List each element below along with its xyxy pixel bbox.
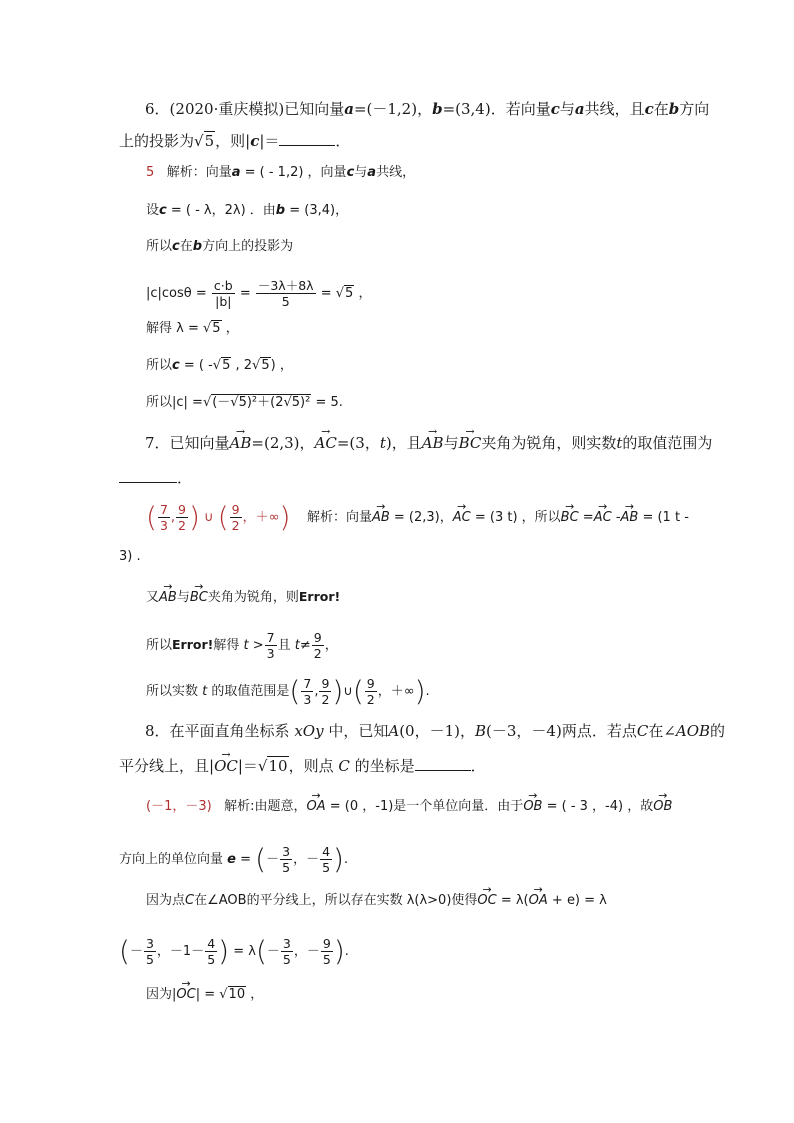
problem-7-solution-1: ( $\frac{7}{3}$ , $\frac{9}{2}$ ) ∪ ( $\frac{9}{2}$ ，＋∞) 解析：向量→ AB = (2,3)，→ AC = (3 t) ，所以→ BC =→ AC -→ AB = (1 t - bbox=[146, 502, 689, 533]
problem-6-solution-1: 5 解析：向量a = ( - 1,2) ，向量c与a共线， bbox=[146, 165, 416, 180]
answer: ( $\frac{7}{3}$ , $\frac{9}{2}$ ) ∪ ( $\frac{9}{2}$ ，＋∞) bbox=[146, 500, 291, 534]
problem-8-stem: 8．在平面直角坐标系 xOy 中，已知A(0，－1)，B(－3，－4)两点．若点C在∠AOB的 bbox=[145, 722, 726, 740]
problem-7-solution-4: 所以实数 t 的取值范围是( $\frac{7}{3}$ , $\frac{9}{2}$ )∪( $\frac{9}{2}$ ，＋∞). bbox=[146, 674, 430, 708]
answer: (－1，－3) bbox=[146, 799, 212, 814]
problem-6-solution-6: 所以c = ( -√5 , 2√5) ， bbox=[146, 358, 293, 373]
problem-7-solution-2: 又→ AB与→ BC夹角为锐角，则Error! bbox=[146, 586, 340, 609]
problem-8-solution-2: 方向上的单位向量 e = (－ $\frac{3}{5}$ ，－ $\frac{4}{5}$ ). bbox=[119, 842, 349, 876]
problem-6-solution-3: 所以c在b方向上的投影为 bbox=[146, 239, 294, 254]
answer-blank bbox=[415, 756, 471, 771]
problem-6-solution-2: 设c = ( - λ，2λ) ．由b = (3,4)， bbox=[146, 203, 349, 218]
problem-6-solution-7: 所以|c| =√(－√5)²＋(2√5)² = 5. bbox=[146, 395, 343, 410]
problem-6-solution-5: 解得 λ = √5 ， bbox=[146, 321, 239, 336]
problem-7-stem: 7．已知向量→ AB=(2,3)，→ AC=(3，t)，且→ AB与→ BC夹角为锐角，则实数t的取值范围为 bbox=[145, 432, 712, 454]
problem-6-solution-4: |c|cosθ = $\frac{c\cdot b}{|b|}$ = $\frac{-3\lambda+8\lambda}{5}$ = √5 ， bbox=[146, 278, 372, 309]
problem-8-solution-3: 因为点C在∠AOB的平分线上，所以存在实数 λ(λ>0)使得→ OC = λ(→ OA + e) = λ bbox=[146, 890, 607, 912]
problem-8-stem-line2: 平分线上，且|→ OC|＝√10，则点 C 的坐标是 ． bbox=[119, 755, 486, 777]
answer-blank bbox=[279, 131, 335, 146]
problem-8-solution-4: (－ $\frac{3}{5}$ ，－1－ $\frac{4}{5}$ ) = λ(－ $\frac{3}{5}$ ，－ $\frac{9}{5}$ ). bbox=[119, 934, 349, 968]
problem-6-stem-line2: 上的投影为√5，则|c|＝ ． bbox=[119, 132, 351, 150]
answer: 5 bbox=[146, 165, 155, 180]
answer-blank bbox=[119, 468, 177, 483]
problem-7-solution-3: 所以Error!解得 t > $\frac{7}{3}$ 且 t≠ $\frac{9}{2}$ ， bbox=[146, 630, 338, 661]
problem-8-solution-5: 因为|→ OC| = √10 ， bbox=[146, 984, 263, 1006]
problem-8-solution-1: (－1，－3) 解析:由题意，→ OA = (0 ，-1)是一个单位向量．由于→ OB = ( - 3 ，-4) ，故→ OB bbox=[146, 796, 672, 818]
problem-7-solution-1-wrap: 3) . bbox=[119, 549, 141, 564]
problem-6-stem: 6．(2020·重庆模拟)已知向量a=(－1,2)，b=(3,4)．若向量c与a共线，且c在b方向 bbox=[145, 100, 710, 118]
problem-7-stem-line2: ． bbox=[119, 467, 192, 489]
